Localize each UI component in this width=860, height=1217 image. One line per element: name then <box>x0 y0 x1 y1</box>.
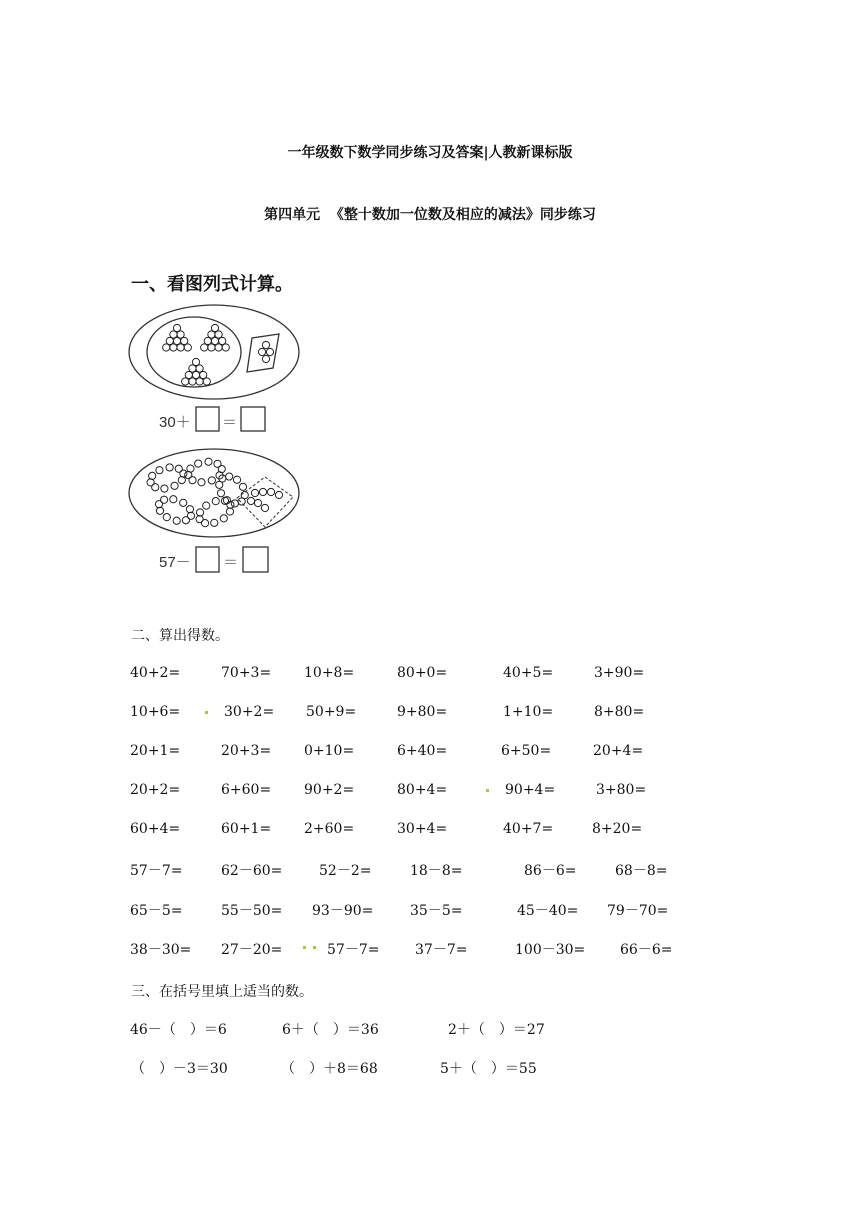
ball <box>219 337 226 344</box>
calc-item: 20+1= <box>130 743 181 759</box>
figure-2-picture <box>127 448 307 582</box>
ball <box>160 496 167 503</box>
calc-item: 9+80= <box>397 704 448 720</box>
ball <box>233 476 240 483</box>
ball <box>156 507 163 514</box>
ball <box>181 337 188 344</box>
equals-sign: ＝ <box>222 414 238 431</box>
calc-item: 68－8= <box>615 863 668 879</box>
ball <box>211 324 218 331</box>
ball <box>217 490 224 497</box>
ball <box>258 348 265 355</box>
ball <box>170 496 177 503</box>
ball <box>161 485 168 492</box>
ball <box>214 460 221 467</box>
figure-1-equation-label: 30＋ <box>159 414 191 431</box>
ball <box>208 331 215 338</box>
calc-item: 40+2= <box>130 665 181 681</box>
calc-item: 6+50= <box>501 743 552 759</box>
answer-box <box>241 407 265 431</box>
answer-box <box>243 547 268 572</box>
ball <box>195 460 202 467</box>
calc-item: 55－50= <box>221 903 283 919</box>
ball <box>173 324 180 331</box>
ball <box>239 483 246 490</box>
calc-item: 3+90= <box>594 665 645 681</box>
calc-item: 3+80= <box>596 782 647 798</box>
calc-item: 10+6= <box>130 704 181 720</box>
document-title: 一年级数下数学同步练习及答案|人教新课标版 <box>287 145 573 161</box>
ball <box>204 337 211 344</box>
ball <box>203 378 210 385</box>
ball <box>192 371 199 378</box>
fill-item: （ ）＋8＝68 <box>281 1061 378 1077</box>
ball <box>182 378 189 385</box>
ball <box>196 509 203 516</box>
ball <box>247 497 254 504</box>
ball <box>196 378 203 385</box>
ball <box>201 344 208 351</box>
calc-item: 30+4= <box>397 821 448 837</box>
ball <box>178 477 185 484</box>
calc-item: 50+9= <box>306 704 357 720</box>
ball <box>177 344 184 351</box>
ball <box>189 378 196 385</box>
decorative-mark <box>205 711 208 714</box>
calc-item: 2+60= <box>304 821 355 837</box>
calc-item: 45－40= <box>517 903 579 919</box>
ball <box>208 477 215 484</box>
ball <box>185 371 192 378</box>
calc-item: 80+0= <box>397 665 448 681</box>
fill-item: 2＋（ ）＝27 <box>448 1022 545 1038</box>
ball <box>177 331 184 338</box>
ball <box>156 467 163 474</box>
calc-item: 93－90= <box>312 903 374 919</box>
ball <box>231 500 238 507</box>
calc-item: 20+4= <box>593 743 644 759</box>
ball <box>163 514 170 521</box>
calc-item: 79－70= <box>607 903 669 919</box>
calc-item: 52－2= <box>319 863 372 879</box>
calc-item: 57－7= <box>130 863 183 879</box>
calc-item: 10+8= <box>304 665 355 681</box>
calc-item: 80+4= <box>397 782 448 798</box>
calc-item: 65－5= <box>130 903 183 919</box>
calc-item: 40+7= <box>503 821 554 837</box>
calc-item: 20+3= <box>221 743 272 759</box>
answer-box <box>196 547 219 572</box>
calc-item: 60+4= <box>130 821 181 837</box>
ball <box>163 344 170 351</box>
fill-item: 6＋（ ）＝36 <box>282 1022 379 1038</box>
ball <box>205 458 212 465</box>
figure-2-svg <box>127 448 307 578</box>
section3-heading: 三、在括号里填上适当的数。 <box>131 984 313 1000</box>
ball <box>196 516 203 523</box>
ball <box>198 479 205 486</box>
ball <box>226 508 233 515</box>
ball <box>171 482 178 489</box>
figure-1-picture <box>127 302 307 446</box>
calc-item: 20+2= <box>130 782 181 798</box>
decorative-mark <box>313 946 316 949</box>
ball <box>215 331 222 338</box>
calc-item: 38－30= <box>130 942 192 958</box>
calc-item: 62－60= <box>221 863 283 879</box>
ball <box>261 504 268 511</box>
ball <box>266 348 273 355</box>
decorative-mark <box>303 946 306 949</box>
calc-item: 40+5= <box>503 665 554 681</box>
fill-item: （ ）－3＝30 <box>131 1061 228 1077</box>
ball <box>241 492 248 499</box>
ball <box>203 502 210 509</box>
calc-item: 70+3= <box>221 665 272 681</box>
ball <box>275 491 282 498</box>
ball <box>262 341 269 348</box>
calc-item: 6+40= <box>397 743 448 759</box>
ball <box>170 331 177 338</box>
calc-item: 37－7= <box>415 942 468 958</box>
calc-item: 66－6= <box>620 942 673 958</box>
ball <box>175 465 182 472</box>
ball <box>173 517 180 524</box>
ball <box>251 489 258 496</box>
equals-sign: ＝ <box>223 554 239 571</box>
ball <box>211 519 218 526</box>
section2-heading: 二、算出得数。 <box>131 628 229 644</box>
calc-item: 57－7= <box>327 942 380 958</box>
calc-item: 60+1= <box>221 821 272 837</box>
ball <box>186 506 193 513</box>
ball <box>220 515 227 522</box>
calc-item: 6+60= <box>221 782 272 798</box>
answer-box <box>196 407 219 431</box>
ball <box>182 517 189 524</box>
calc-item: 30+2= <box>224 704 275 720</box>
calc-item: 8+80= <box>594 704 645 720</box>
ball <box>215 344 222 351</box>
figure-1-svg <box>127 302 307 442</box>
calc-item: 8+20= <box>592 821 643 837</box>
section1-heading: 一、看图列式计算。 <box>131 274 293 295</box>
ball <box>222 344 229 351</box>
fill-item: 46－（ ）＝6 <box>130 1022 227 1038</box>
ball <box>184 344 191 351</box>
ball <box>149 472 156 479</box>
ball <box>170 344 177 351</box>
ball <box>173 337 180 344</box>
calc-item: 0+10= <box>304 743 355 759</box>
ball <box>196 365 203 372</box>
calc-item: 90+4= <box>505 782 556 798</box>
ball <box>180 499 187 506</box>
ball <box>200 371 207 378</box>
ball <box>211 337 218 344</box>
ball <box>192 358 199 365</box>
calc-item: 86－6= <box>524 863 577 879</box>
ball <box>226 473 233 480</box>
fill-item: 5＋（ ）＝55 <box>440 1061 537 1077</box>
ball <box>262 355 269 362</box>
ball <box>254 499 261 506</box>
ball <box>166 464 173 471</box>
calc-item: 18－8= <box>410 863 463 879</box>
calc-item: 100－30= <box>515 942 586 958</box>
ball <box>166 337 173 344</box>
ball <box>208 344 215 351</box>
calc-item: 90+2= <box>304 782 355 798</box>
calc-item: 35－5= <box>410 903 463 919</box>
ball <box>187 465 194 472</box>
calc-item: 27－20= <box>221 942 283 958</box>
ball <box>259 488 266 495</box>
ball <box>267 488 274 495</box>
unit-title: 第四单元 《整十数加一位数及相应的减法》同步练习 <box>264 207 596 223</box>
figure-2-equation-label: 57－ <box>159 554 191 571</box>
ball <box>189 365 196 372</box>
calc-item: 1+10= <box>503 704 554 720</box>
ball <box>212 498 219 505</box>
decorative-mark <box>486 789 489 792</box>
